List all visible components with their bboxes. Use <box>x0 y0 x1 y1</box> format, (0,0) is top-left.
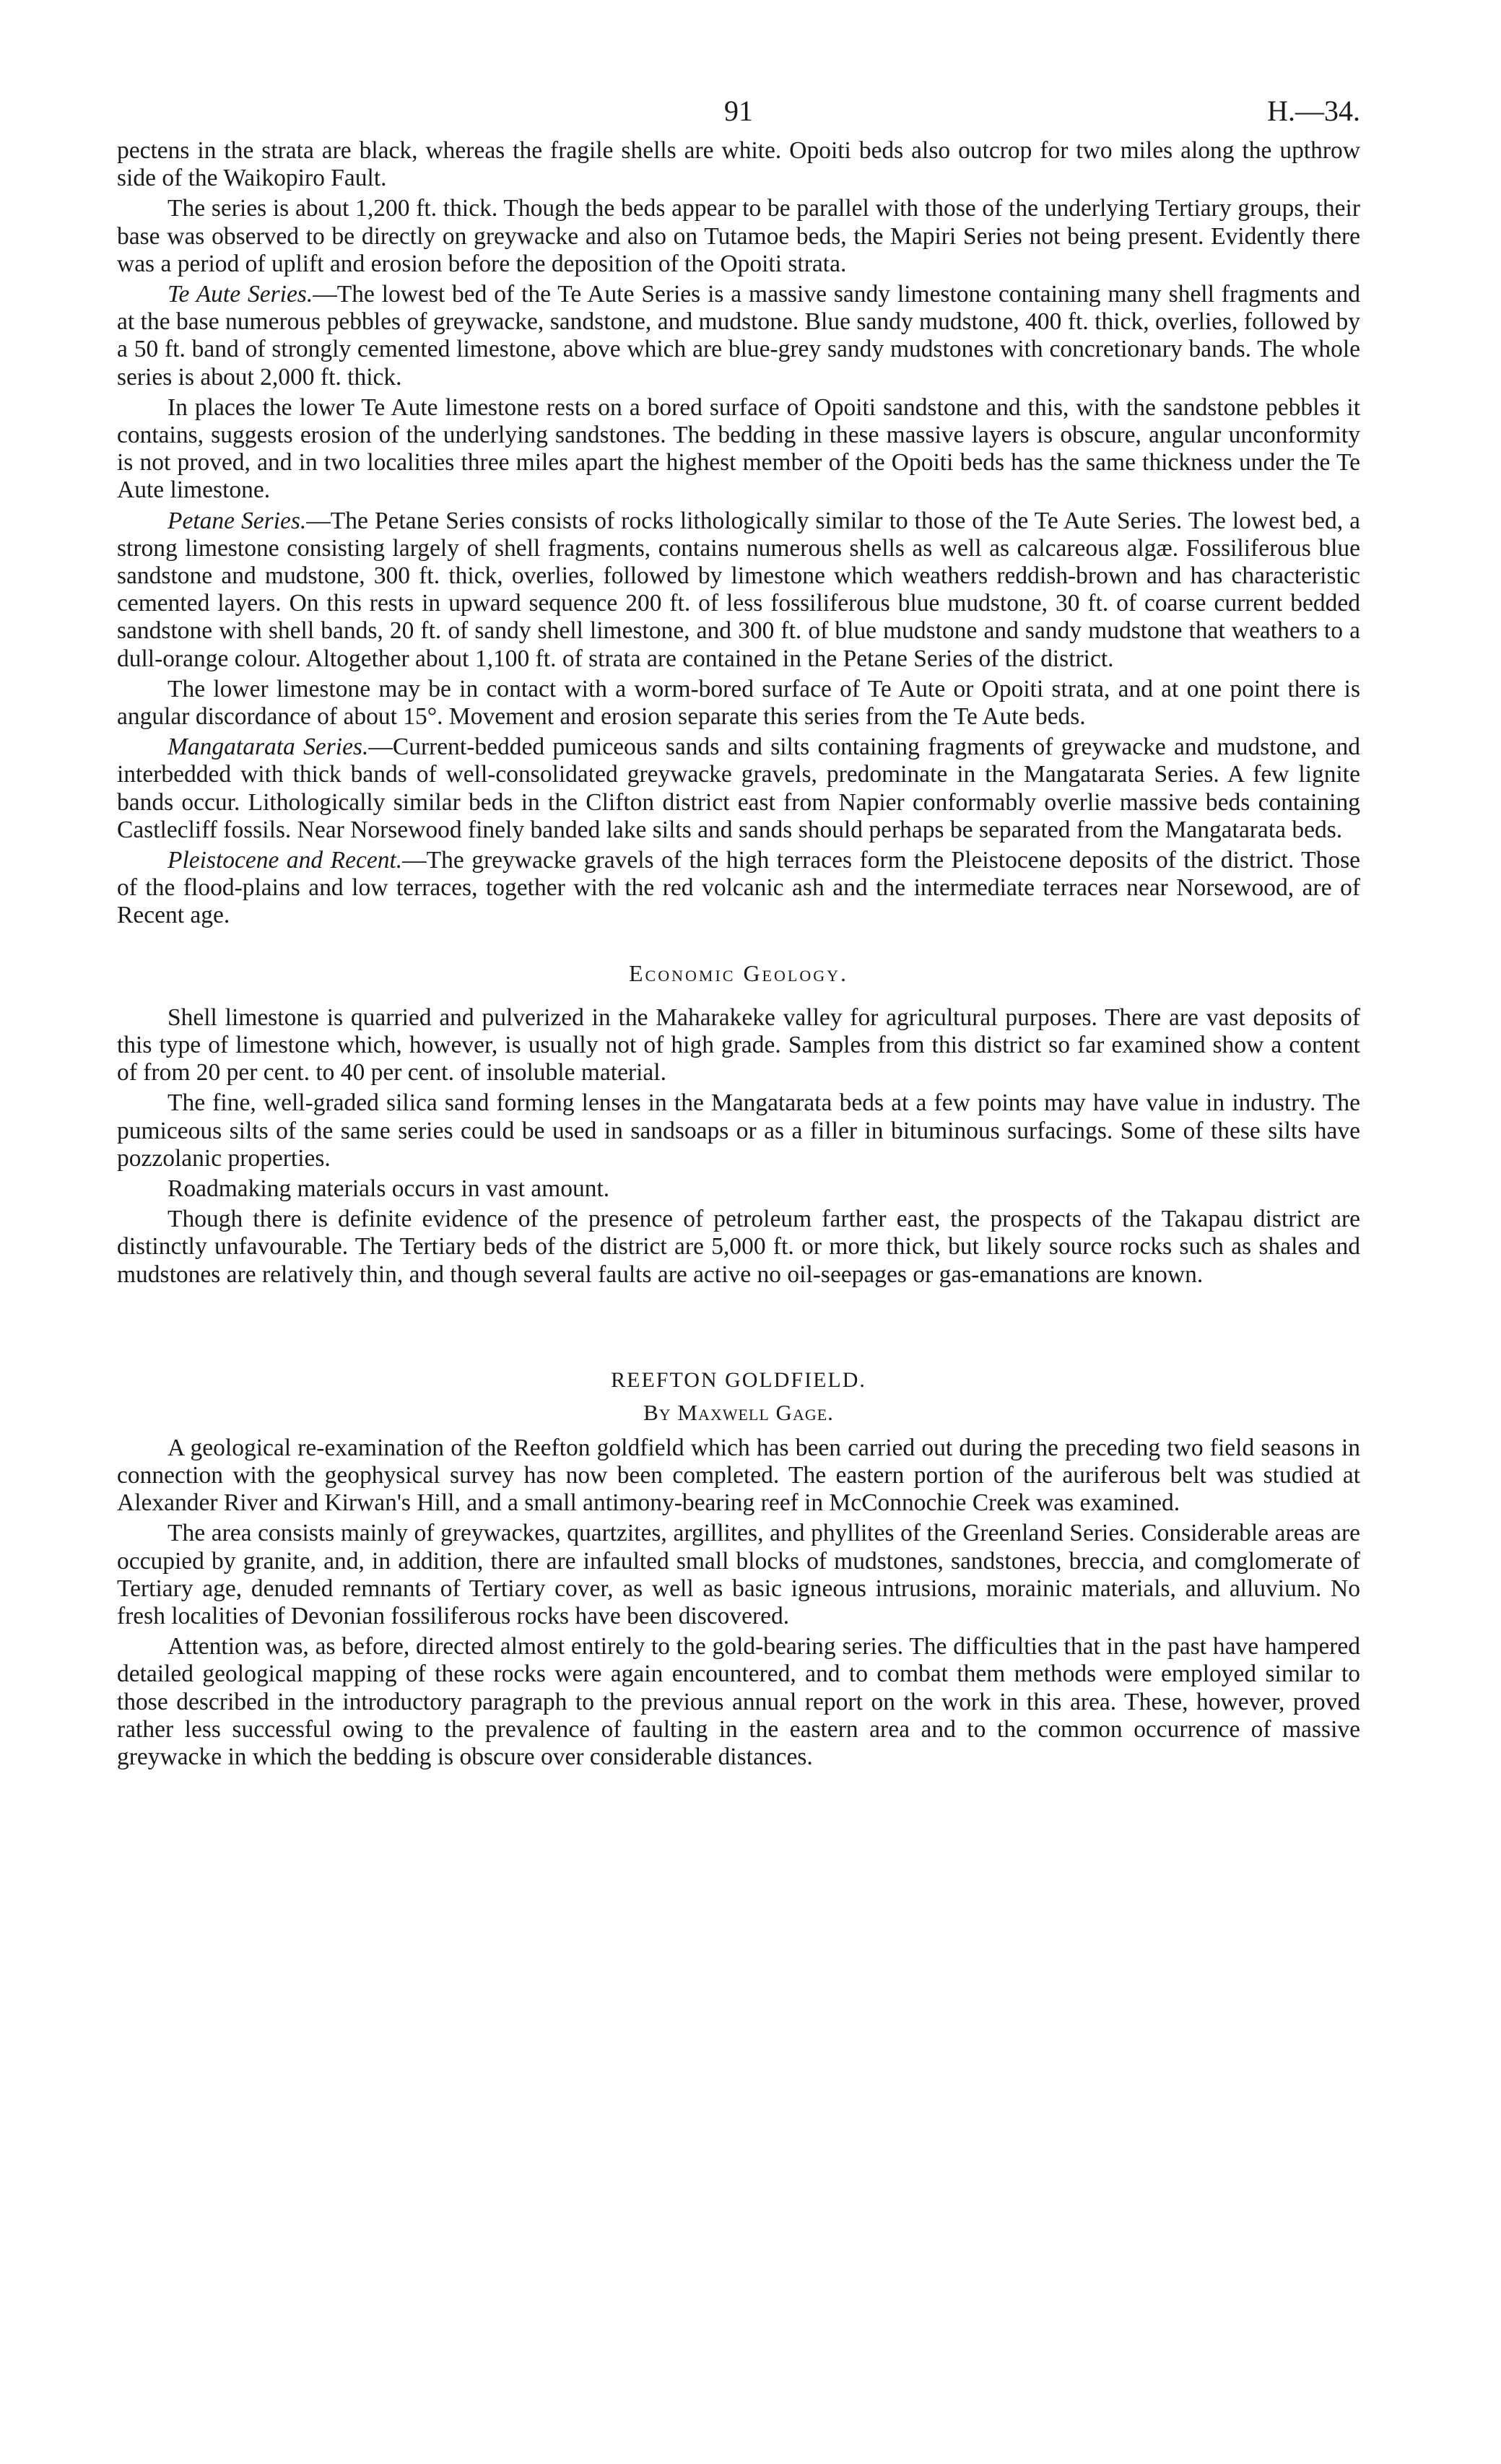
te-aute-text: —The lowest bed of the Te Aute Series is a massive sandy limestone containing many shell fragments and at the base numerous pebbles of greywacke, sandstone, and mudstone. Blue sandy mudstone, 400 ft. thick, overlies, followed by a 50 ft. band of strongly cemented limestone, above which are blue-grey sandy mudstones with concretionary bands. The whole series is about 2,000 ft. thick. <box>117 281 1361 391</box>
paragraph-te-aute-2: In places the lower Te Aute limestone rests on a bored surface of Opoiti sandstone and this, with the sandstone pebbles it contains, suggests erosion of the underlying sandstones. The bedding in these massive layers is obscure, angular unconformity is not proved, and in two localities three miles apart the highest member of the Opoiti beds has the same thickness under the Te Aute limestone. <box>117 393 1360 504</box>
report-code: H.—34. <box>1267 95 1360 127</box>
pleistocene-title: Pleistocene and Recent. <box>167 847 403 874</box>
page-header <box>117 87 1360 137</box>
petane-text: —The Petane Series consists of rocks lithologically similar to those of the Te Aute Series. The lowest bed, a strong limestone consisting largely of shell fragments, contains numerous shells as well as calcareous algæ. Fossiliferous blue sandstone and mudstone, 300 ft. thick, overlies, followed by limestone which weathers reddish-brown and has characteristic cemented layers. On this rests in upward sequence 200 ft. of less fossiliferous blue mudstone, 30 ft. of coarse current bedded sandstone with shell bands, 20 ft. of sandy shell limestone, and 300 ft. of blue mudstone and sandy mudstone that weathers to a dull-orange colour. Altogether about 1,100 ft. of strata are contained in the Petane Series of the district. <box>117 507 1360 672</box>
petane-title: Petane Series. <box>167 507 307 534</box>
paragraph-economic-1: Shell limestone is quarried and pulverized in the Maharakeke valley for agricultural purposes. There are vast deposits of this type of limestone which, however, is usually not of high grade. Samples from this district so far examined show a content of from 20 per cent. to 40 per cent. of insoluble material. <box>117 1004 1360 1087</box>
author-byline: By Maxwell Gage. <box>643 1399 834 1425</box>
mangatarata-text: —Current-bedded pumiceous sands and silts containing fragments of greywacke and mudstone, and interbedded with thick bands of well-consolidated greywacke gravels, predominate in the Mangatarata Series. A few lignite bands occur. Lithologically similar beds in the Clifton district east from Napier conformably overlie massive beds containing Castlecliff fossils. Near Norsewood finely banded lake silts and sands should perhaps be separated from the Mangatarata beds. <box>117 733 1360 843</box>
paragraph-opoiti-continued: pectens in the strata are black, whereas the fragile shells are white. Opoiti beds also outcrop for two miles along the upthrow side of the Waikopiro Fault. <box>117 137 1360 192</box>
pleistocene-text: —The greywacke gravels of the high terraces form the Pleistocene deposits of the district. Those of the flood-plains and low terraces, together with the red volcanic ash and the intermediate terraces near Norsewood, are of Recent age. <box>117 847 1360 929</box>
mangatarata-title: Mangatarata Series. <box>167 733 369 761</box>
document-page <box>117 87 1360 1774</box>
section-heading-economic-geology: Economic Geology. <box>629 959 848 986</box>
paragraph-pleistocene <box>117 847 1360 930</box>
paragraph-series-thickness: The series is about 1,200 ft. thick. Though the beds appear to be parallel with those of the underlying Tertiary groups, their base was observed to be directly on greywacke and also on Tutamoe beds, the Mapiri Series not being present. Evidently there was a period of uplift and erosion before the deposition of the Opoiti strata. <box>117 195 1360 277</box>
paragraph-reefton-1: A geological re-examination of the Reefton goldfield which has been carried out during the preceding two field seasons in connection with the geophysical survey has now been completed. The eastern portion of the auriferous belt was studied at Alexander River and Kirwan's Hill, and a small antimony-bearing reef in McConnochie Creek was examined. <box>117 1434 1360 1517</box>
paragraph-te-aute <box>117 281 1360 391</box>
paragraph-economic-2: The fine, well-graded silica sand forming lenses in the Mangatarata beds at a few points may have value in industry. The pumiceous silts of the same series could be used in sandsoaps or as a filler in bituminous surfacings. Some of these silts have pozzolanic properties. <box>117 1089 1360 1172</box>
paragraph-reefton-3: Attention was, as before, directed almost entirely to the gold-bearing series. The difficulties that in the past have hampered detailed geological mapping of these rocks were again encountered, and to combat them methods were employed similar to those described in the introductory paragraph to the previous annual report on the work in this area. These, however, proved rather less successful owing to the prevalence of faulting in the eastern area and to the common occurrence of massive greywacke in which the bedding is obscure over considerable distances. <box>117 1633 1360 1770</box>
paragraph-petane-2: The lower limestone may be in contact with a worm-bored surface of Te Aute or Opoiti strata, and at one point there is angular discordance of about 15°. Movement and erosion separate this series from the Te Aute beds. <box>117 675 1360 731</box>
paragraph-reefton-2: The area consists mainly of greywackes, quartzites, argillites, and phyllites of the Greenland Series. Considerable areas are occupied by granite, and, in addition, there are infaulted small blocks of mudstones, sandstones, breccia, and comglomerate of Tertiary age, denuded remnants of Tertiary cover, as well as basic igneous intrusions, morainic materials, and alluvium. No fresh localities of Devonian fossiliferous rocks have been discovered. <box>117 1520 1360 1629</box>
paragraph-petane <box>117 508 1360 673</box>
paragraph-mangatarata <box>117 733 1360 844</box>
paragraph-economic-4: Though there is definite evidence of the presence of petroleum farther east, the prospects of the Takapau district are distinctly unfavourable. The Tertiary beds of the district are 5,000 ft. or more thick, but likely source rocks such as shales and mudstones are relatively thin, and though several faults are active no oil-seepages or gas-emanations are known. <box>117 1206 1360 1288</box>
page-number: 91 <box>724 95 753 127</box>
section-heading-reefton: REEFTON GOLDFIELD. <box>611 1367 866 1392</box>
paragraph-economic-3: Roadmaking materials occurs in vast amount. <box>167 1175 610 1202</box>
te-aute-title: Te Aute Series. <box>167 281 313 308</box>
